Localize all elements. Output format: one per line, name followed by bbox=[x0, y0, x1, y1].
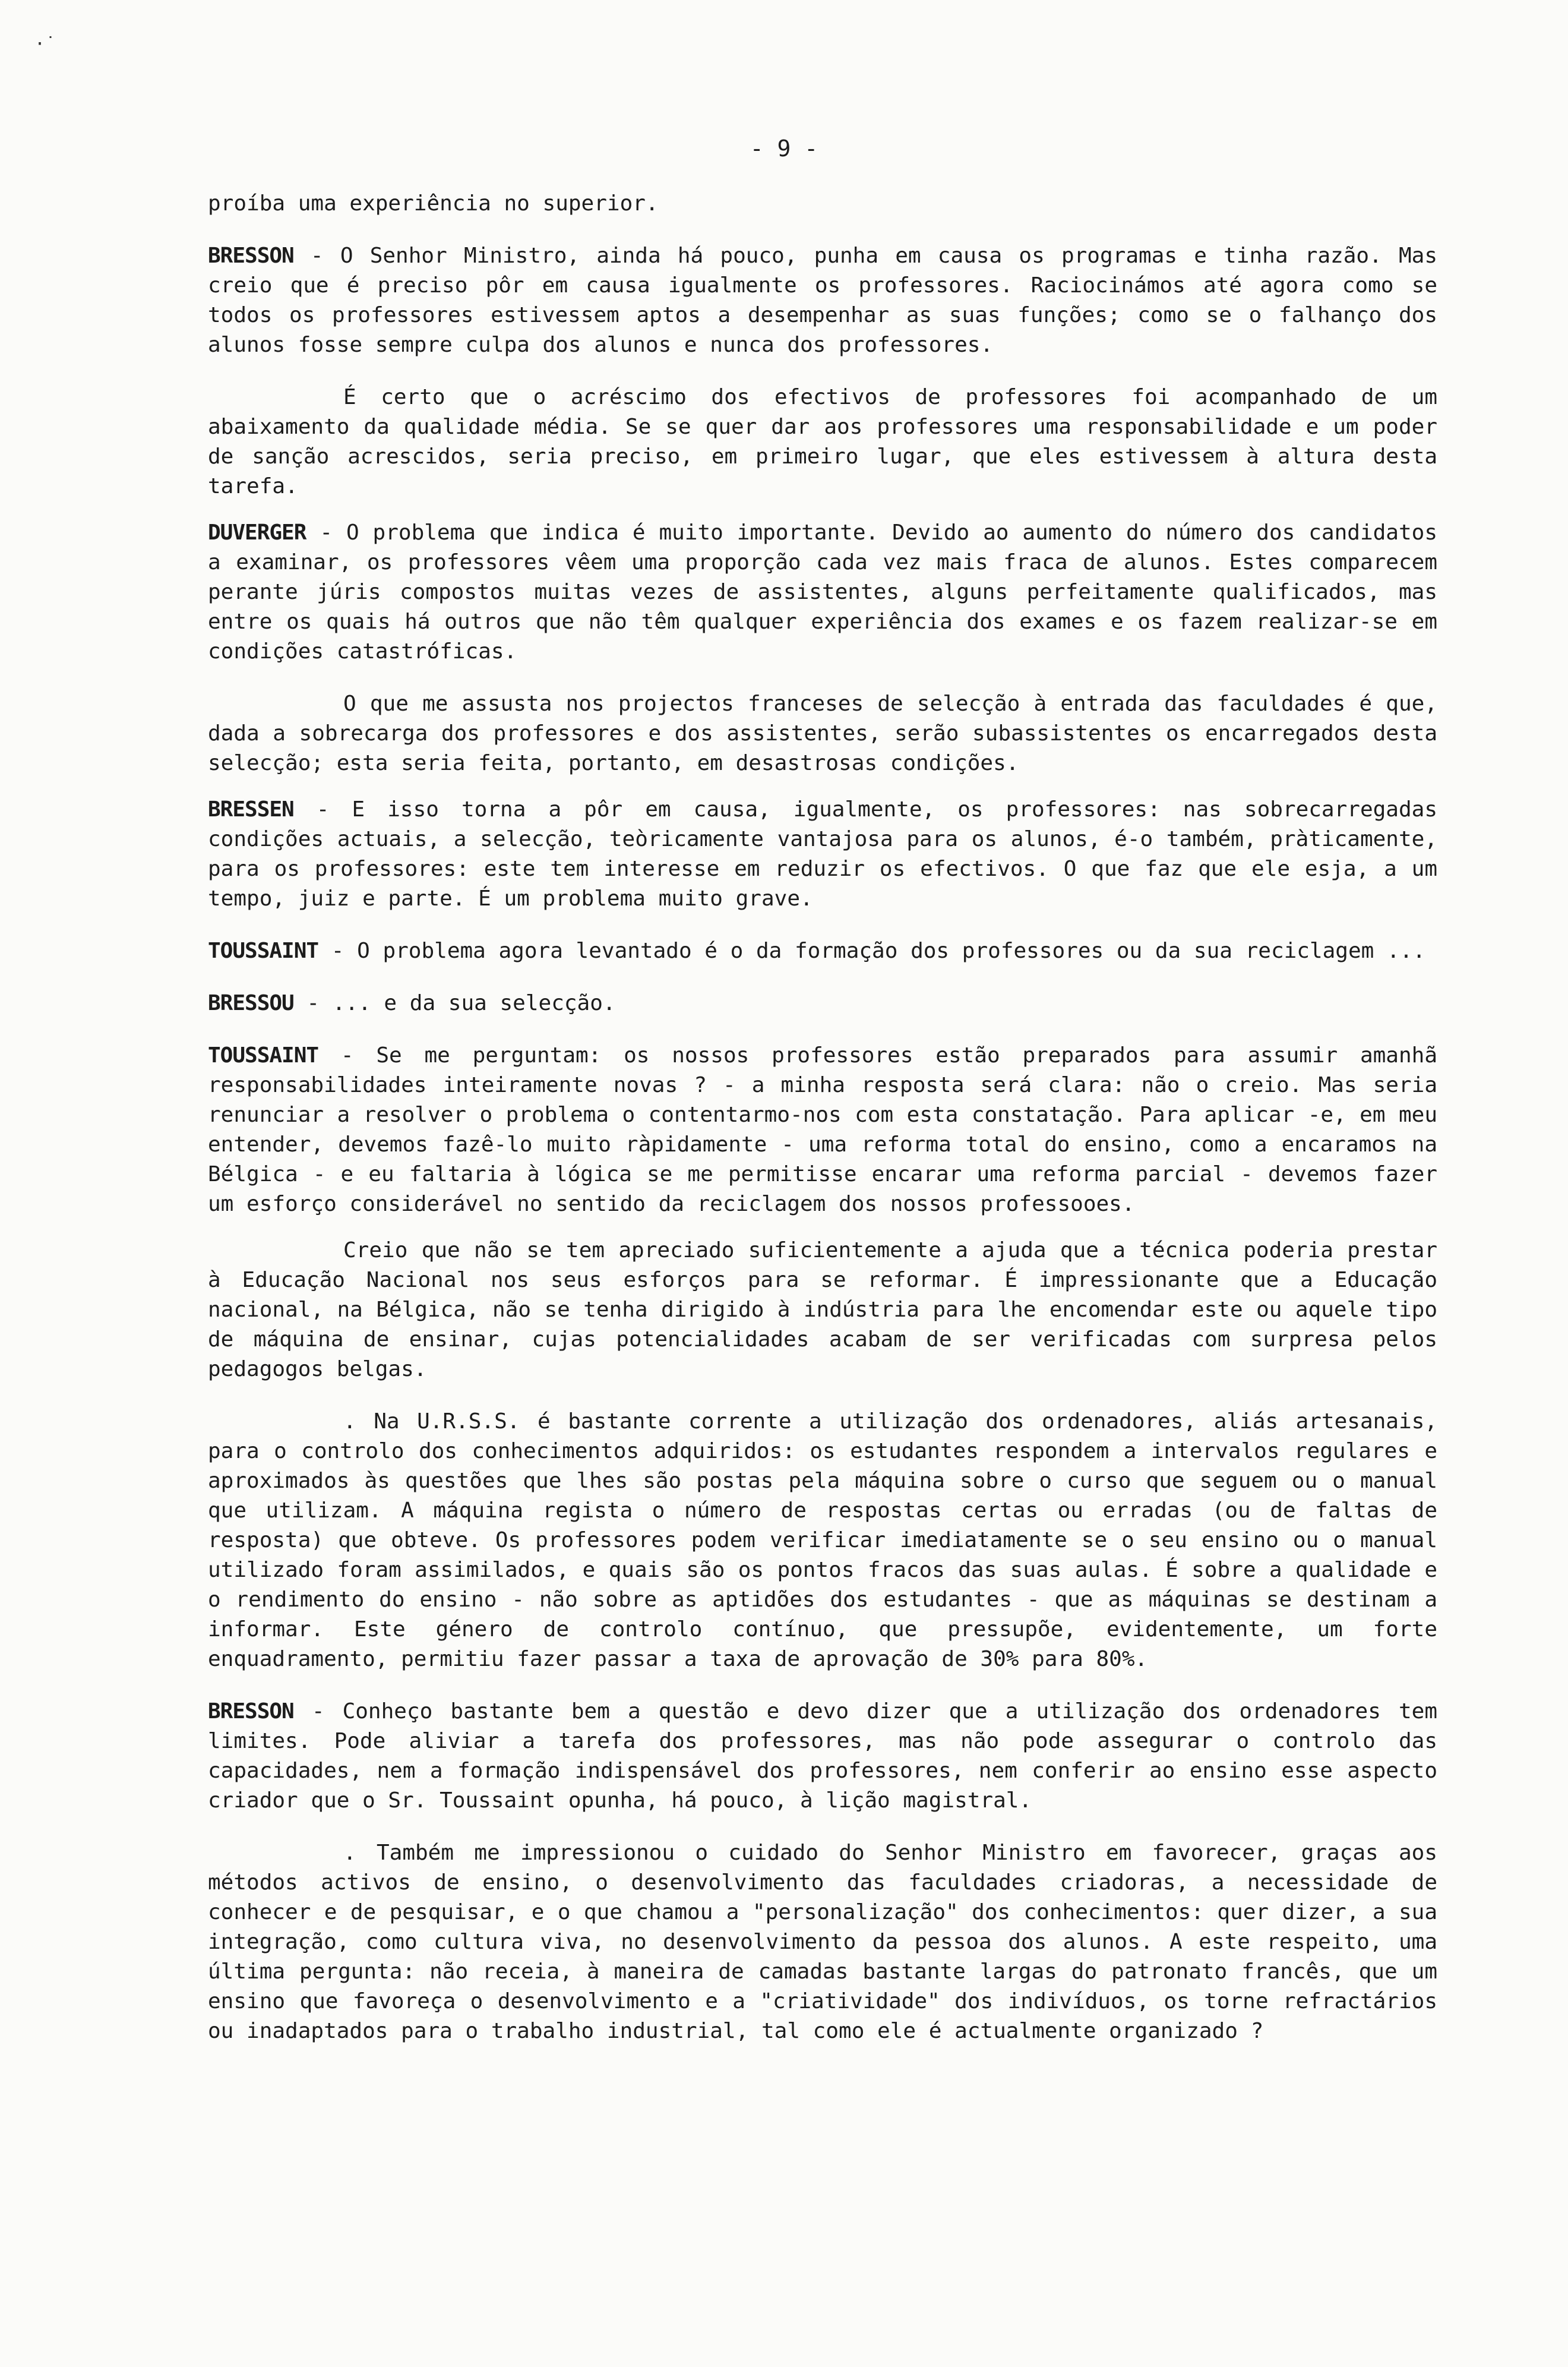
paragraph-5 bbox=[208, 689, 1437, 778]
paragraph-text: - O problema que indica é muito importante. Devido ao aumento do número dos candidatos a examinar, os professores vêem uma proporção cada vez mais fraca de alunos. Estes comparecem perante júris compostos muitas vezes de assistentes, alguns perfeitamente qualificados, mas entre os quais há outros que não têm qualquer experiência dos exames e os fazem realizar-se em condições catastróficas. bbox=[208, 520, 1437, 664]
paragraph-text: proíba uma experiência no superior. bbox=[208, 191, 659, 216]
paragraph-4 bbox=[208, 518, 1437, 667]
paragraph-text: - Se me perguntam: os nossos professores estão preparados para assumir amanhã responsabilidades inteiramente novas ? - a minha resposta será clara: não o creio. Mas seria renunciar a resolver o problema o contentarmo-nos com esta constatação. Para aplicar -e, em meu entender, devemos fazê-lo muito ràpidamente - uma reforma total do ensino, como a encaramos na Bélgica - e eu faltaria à lógica se me permitisse encarar uma reforma parcial - devemos fazer um esforço considerável no sentido da reciclagem dos nossos professooes. bbox=[208, 1043, 1437, 1216]
paragraph-text: - O Senhor Ministro, ainda há pouco, punha em causa os programas e tinha razão. Mas creio que é preciso pôr em causa igualmente os professores. Raciocinámos até agora como se todos os professores estivessem aptos a desempenhar as suas funções; como se o falhanço dos alunos fosse sempre culpa dos alunos e nunca dos professores. bbox=[208, 244, 1437, 357]
speaker-label: BRESSOU bbox=[208, 991, 294, 1015]
paragraph-text: Creio que não se tem apreciado suficientemente a ajuda que a técnica poderia prestar à Educação Nacional nos seus esforços para se reformar. É impressionante que a Educação nacional, na Bélgica, não se tenha dirigido à indústria para lhe encomendar este ou aquele tipo de máquina de ensinar, cujas potencialidades acabam de ser verificadas com surpresa pelos pedagogos belgas. bbox=[208, 1238, 1437, 1381]
paragraph-text: . Na U.R.S.S. é bastante corrente a utilização dos ordenadores, aliás artesanais, para o controlo dos conhecimentos adquiridos: os estudantes respondem a intervalos regulares e aproximados às questões que lhes são postas pela máquina sobre o curso que seguem ou o manual que utilizam. A máquina regista o número de respostas certas ou erradas (ou de faltas de resposta) que obteve. Os professores podem verificar imediatamente se o seu ensino ou o manual utilizado foram assimilados, e quais são os pontos fracos das suas aulas. É sobre a qualidade e o rendimento do ensino - não sobre as aptidões dos estudantes - que as máquinas se destinam a informar. Este género de controlo contínuo, que pressupõe, evidentemente, um forte enquadramento, permitiu fazer passar a taxa de aprovação de 30% para 80%. bbox=[208, 1409, 1437, 1671]
paragraph-10 bbox=[208, 1236, 1437, 1384]
speaker-label: TOUSSAINT bbox=[208, 1043, 319, 1068]
speaker-label: BRESSON bbox=[208, 244, 294, 268]
paragraph-7 bbox=[208, 936, 1437, 966]
paragraph-11 bbox=[208, 1407, 1437, 1674]
paragraph-9 bbox=[208, 1041, 1437, 1219]
paragraph-2 bbox=[208, 241, 1437, 360]
paragraph-3 bbox=[208, 383, 1437, 501]
speaker-label: DUVERGER bbox=[208, 520, 306, 545]
paragraph-text: . Também me impressionou o cuidado do Senhor Ministro em favorecer, graças aos métodos activos de ensino, o desenvolvimento das faculdades criadoras, a necessidade de conhecer e de pesquisar, e o que chamou a "personalização" dos conhecimentos: quer dizer, a sua integração, como cultura viva, no desenvolvimento da pessoa dos alunos. A este respeito, uma última pergunta: não receia, à maneira de camadas bastante largas do patronato francês, que um ensino que favoreça o desenvolvimento e a "criatividade" dos indivíduos, os torne refractários ou inadaptados para o trabalho industrial, tal como ele é actualmente organizado ? bbox=[208, 1841, 1437, 2043]
paragraph-text: - ... e da sua selecção. bbox=[293, 991, 616, 1015]
scan-speck-mark: ·˙ bbox=[34, 34, 56, 55]
page-number: - 9 - bbox=[750, 135, 818, 162]
paragraph-text: É certo que o acréscimo dos efectivos de professores foi acompanhado de um abaixamento da qualidade média. Se se quer dar aos professores uma responsabilidade e um poder de sanção acrescidos, seria preciso, em primeiro lugar, que eles estivessem à altura desta tarefa. bbox=[208, 385, 1437, 498]
document-body bbox=[208, 189, 1437, 2069]
paragraph-text: - O problema agora levantado é o da formação dos professores ou da sua reciclagem ... bbox=[318, 939, 1426, 963]
paragraph-text: - E isso torna a pôr em causa, igualmente, os professores: nas sobrecarregadas condições actuais, a selecção, teòricamente vantajosa para os alunos, é-o também, pràticamente, para os professores: este tem interesse em reduzir os efectivos. O que faz que ele esja, a um tempo, juiz e parte. É um problema muito grave. bbox=[208, 797, 1437, 911]
paragraph-text: O que me assusta nos projectos franceses de selecção à entrada das faculdades é que, dada a sobrecarga dos professores e dos assistentes, serão subassistentes os encarregados desta selecção; esta seria feita, portanto, em desastrosas condições. bbox=[208, 692, 1437, 775]
paragraph-6 bbox=[208, 795, 1437, 914]
speaker-label: BRESSEN bbox=[208, 797, 294, 822]
speaker-label: TOUSSAINT bbox=[208, 939, 319, 963]
paragraph-text: - Conheço bastante bem a questão e devo dizer que a utilização dos ordenadores tem limites. Pode aliviar a tarefa dos professores, mas não pode assegurar o controlo das capacidades, nem a formação indispensável dos professores, nem conferir ao ensino esse aspecto criador que o Sr. Toussaint opunha, há pouco, à lição magistral. bbox=[208, 1699, 1437, 1813]
paragraph-1 bbox=[208, 189, 1437, 219]
speaker-label: BRESSON bbox=[208, 1699, 294, 1724]
paragraph-13 bbox=[208, 1838, 1437, 2046]
paragraph-8 bbox=[208, 989, 1437, 1018]
paragraph-12 bbox=[208, 1697, 1437, 1816]
